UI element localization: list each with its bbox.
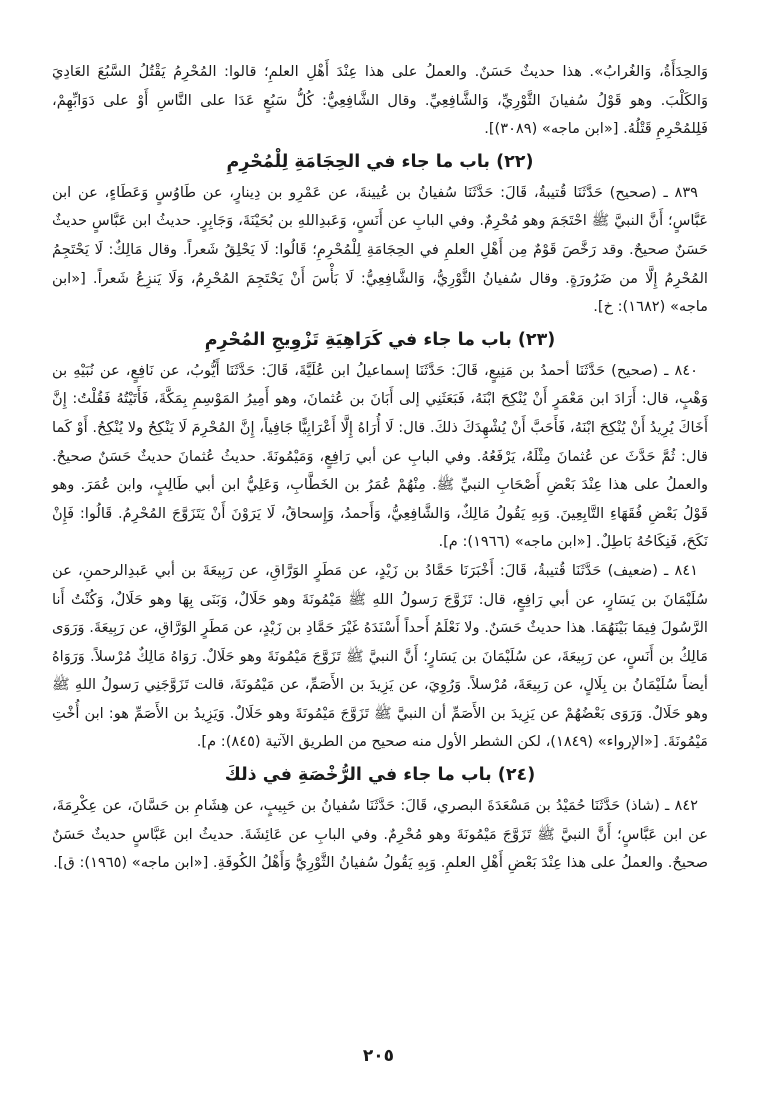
intro-paragraph: وَالحِدَأَةُ، وَالغُرابُ». هذا حديثٌ حَسَنٌ. والعملُ على هذا عِنْدَ أَهْلِ العلمِ؛ قالوا: المُحْرِمُ يَقْتُلُ السَّبُعَ العَادِيَ وَالكَلْبَ. وهو قَوْلُ سُفيانَ الثَّوْرِيِّ، وَالشَّافِعِيِّ. وقال الشَّافِعِيُّ: كُلُّ سَبُعٍ عَدَا على النَّاسِ أَوْ على دَوَابِّهِمْ، فَلِلمُحْرِمِ قَتْلُهُ. [«ابن ماجه» (٣٠٨٩)]. [52,63,708,138]
document-page [52,58,708,878]
section-heading-24: (٢٤) باب ما جاء في الرُّخْصَةِ في ذلكَ [224,765,536,786]
section-heading-22: (٢٢) باب ما جاء في الحِجَامَةِ لِلْمُحْرِمِ [226,151,534,172]
hadith-841: ٨٤١ ـ (ضعيف) حَدَّثَنَا قُتيبةُ، قَالَ: أَخْبَرَنَا حَمَّادُ بن زَيْدٍ، عن مَطَرٍ الوَرَّاقِ، عن رَبِيعَةَ بن أبي عَبدِالرحمنِ، عن سُلَيْمَانَ بن يَسَارٍ، عن أبي رَافِعٍ، قال: تَزَوَّجَ رَسولُ اللهِ ﷺ مَيْمُونَةَ وهو حَلَالٌ، وَبَنَى بِهَا وهو حَلَالٌ، وَكُنْتُ أَنا الرَّسُولَ فِيمَا بَيْنَهُمَا. هذا حديثٌ حَسَنٌ. ولا نَعْلَمُ أَحداً أَسْنَدَهُ غَيْرَ حَمَّادِ بن زَيْدٍ، عن مَطَرٍ الوَرَّاقِ، عن رَبِيعَةَ. وَرَوَى مَالِكُ بن أَنَسٍ، عن رَبِيعَةَ، عن سُلَيْمَانَ بن يَسَارٍ؛ أَنَّ النبيَّ ﷺ تَزَوَّجَ مَيْمُونَةَ وهو حَلَالٌ. رَوَاهُ مَالِكٌ مُرْسلاً. وَرَوَاهُ أيضاً سُلَيْمَانُ بن بِلَالٍ، عن رَبِيعَةَ، مُرْسلاً. وَرُوِيَ، عن يَزِيدَ بن الأَصَمِّ، عن مَيْمُونَةَ، قالت تَزَوَّجَنِي رَسولُ اللهِ ﷺ وهو حَلَالٌ. وَرَوَى بَعْضُهُمْ عن يَزِيدَ بن الأَصَمِّ أن النبيَّ ﷺ تَزَوَّجَ مَيْمُونَةَ وهو حَلَالٌ. وَيَزِيدُ بن الأَصَمِّ هو: ابن أُخْتِ مَيْمُونَةَ. [«الإرواء» (١٨٤٩)، لكن الشطر الأول منه صحيح من الطريق الآتية (٨٤٥): م]. [52,561,708,751]
page-number: ٢٠٥ [362,1046,395,1066]
section-heading-23: (٢٣) باب ما جاء في كَرَاهِيَةِ تَزْوِيجِ المُحْرِمِ [204,329,556,350]
hadith-839: ٨٣٩ ـ (صحيح) حَدَّثَنَا قُتيبةُ، قَالَ: حَدَّثَنَا سُفيانُ بن عُيينةَ، عن عَمْرِو بن دِينارٍ، عن طَاوُسٍ وَعَطَاءٍ، عن ابن عَبَّاسٍ؛ أَنَّ النبيَّ ﷺ احْتَجَمَ وهو مُحْرِمٌ. وفي البابِ عن أَنَسٍ، وَعَبدِاللهِ بن بُحَيْنَةَ، وَجَابِرٍ. حديثُ ابن عَبَّاسٍ حديثٌ حَسَنٌ صحيحٌ. وقد رَخَّصَ قَوْمٌ مِن أَهْلِ العلمِ في الحِجَامَةِ لِلْمُحْرِمِ؛ قَالُوا: لَا يَحْلِقُ شَعراً. وقال مَالِكٌ: لَا يَحْتَجِمُ المُحْرِمُ إِلَّا من ضَرُورَةٍ. وقال سُفيانُ الثَّوْرِيُّ، وَالشَّافِعِيُّ: لَا بَأْسَ أَنْ يَحْتَجِمَ المُحْرِمُ، وَلَا يَنزِعُ شَعراً. [«ابن ماجه» (١٦٨٢): خ]. [52,183,708,316]
hadith-840: ٨٤٠ ـ (صحيح) حَدَّثَنَا أحمدُ بن مَنِيعٍ، قَالَ: حَدَّثَنَا إسماعيلُ ابن عُلَيَّةَ، قَالَ: حَدَّثَنَا أَيُّوبُ، عن نَافِعٍ، عن نُبَيْهِ بن وَهْبٍ، قال: أَرَادَ ابن مَعْمَرٍ أَنْ يُنْكِحَ ابْنَهُ، فَبَعَثَنِي إلى أَبَانَ بن عُثمانَ، وهو أَمِيرُ المَوْسِمِ بِمَكَّةَ، فَأَتَيْتُهُ فَقُلْتُ: إِنَّ أَخَاكَ يُرِيدُ أَنْ يُنْكِحَ ابْنَهُ، فَأَحَبَّ أَنْ يُشْهِدَكَ ذلكَ. قال: لَا أُرَاهُ إِلَّا أَعْرَابِيًّا جَافِياً، إِنَّ المُحْرِمَ لَا يَنْكِحُ ولا يُنْكِحُ. أَوْ كَما قال: ثُمَّ حَدَّثَ عن عُثمانَ مِثْلَهُ، يَرْفَعُهُ. وفي البابِ عن أبي رَافِعٍ، وَمَيْمُونَةَ. حديثُ عُثمانَ حديثٌ حَسَنٌ صحيحٌ. والعملُ على هذا عِنْدَ بَعْضِ أَصْحَابِ النبيِّ ﷺ. مِنْهُمْ عُمَرُ بن الخَطَّابِ، وَعَلِيُّ ابن أبي طَالِبٍ، وابن عُمَرَ. وهو قَوْلُ بَعْضِ فُقَهَاءِ التَّابِعِينَ. وَبِهِ يَقُولُ مَالِكٌ، وَالشَّافِعِيُّ، وَأَحمدُ، وَإِسحاقُ، لَا يَرَوْنَ أَنْ يَتَزَوَّجَ المُحْرِمُ. قَالُوا: فَإِنْ نَكَحَ، فَنِكَاحُهُ بَاطِلٌ. [«ابن ماجه» (١٩٦٦): م]. [52,361,708,551]
hadith-842: ٨٤٢ ـ (شاذ) حَدَّثَنَا حُمَيْدُ بن مَسْعَدَةَ البصري، قَالَ: حَدَّثَنَا سُفيانُ بن حَبِيبٍ، عن هِشَامِ بن حَسَّانَ، عن عِكْرِمَةَ، عن ابن عَبَّاسٍ؛ أَنَّ النبيَّ ﷺ تَزَوَّجَ مَيْمُونَةَ وهو مُحْرِمٌ. وفي البابِ عن عَائِشَةَ. حديثُ ابن عَبَّاسٍ حديثٌ حَسَنٌ صحيحٌ. والعملُ على هذا عِنْدَ بَعْضِ أَهْلِ العلمِ. وَبِهِ يَقُولُ سُفيانُ الثَّوْرِيُّ وَأَهْلُ الكُوفَةِ. [«ابن ماجه» (١٩٦٥): ق]. [52,797,708,872]
